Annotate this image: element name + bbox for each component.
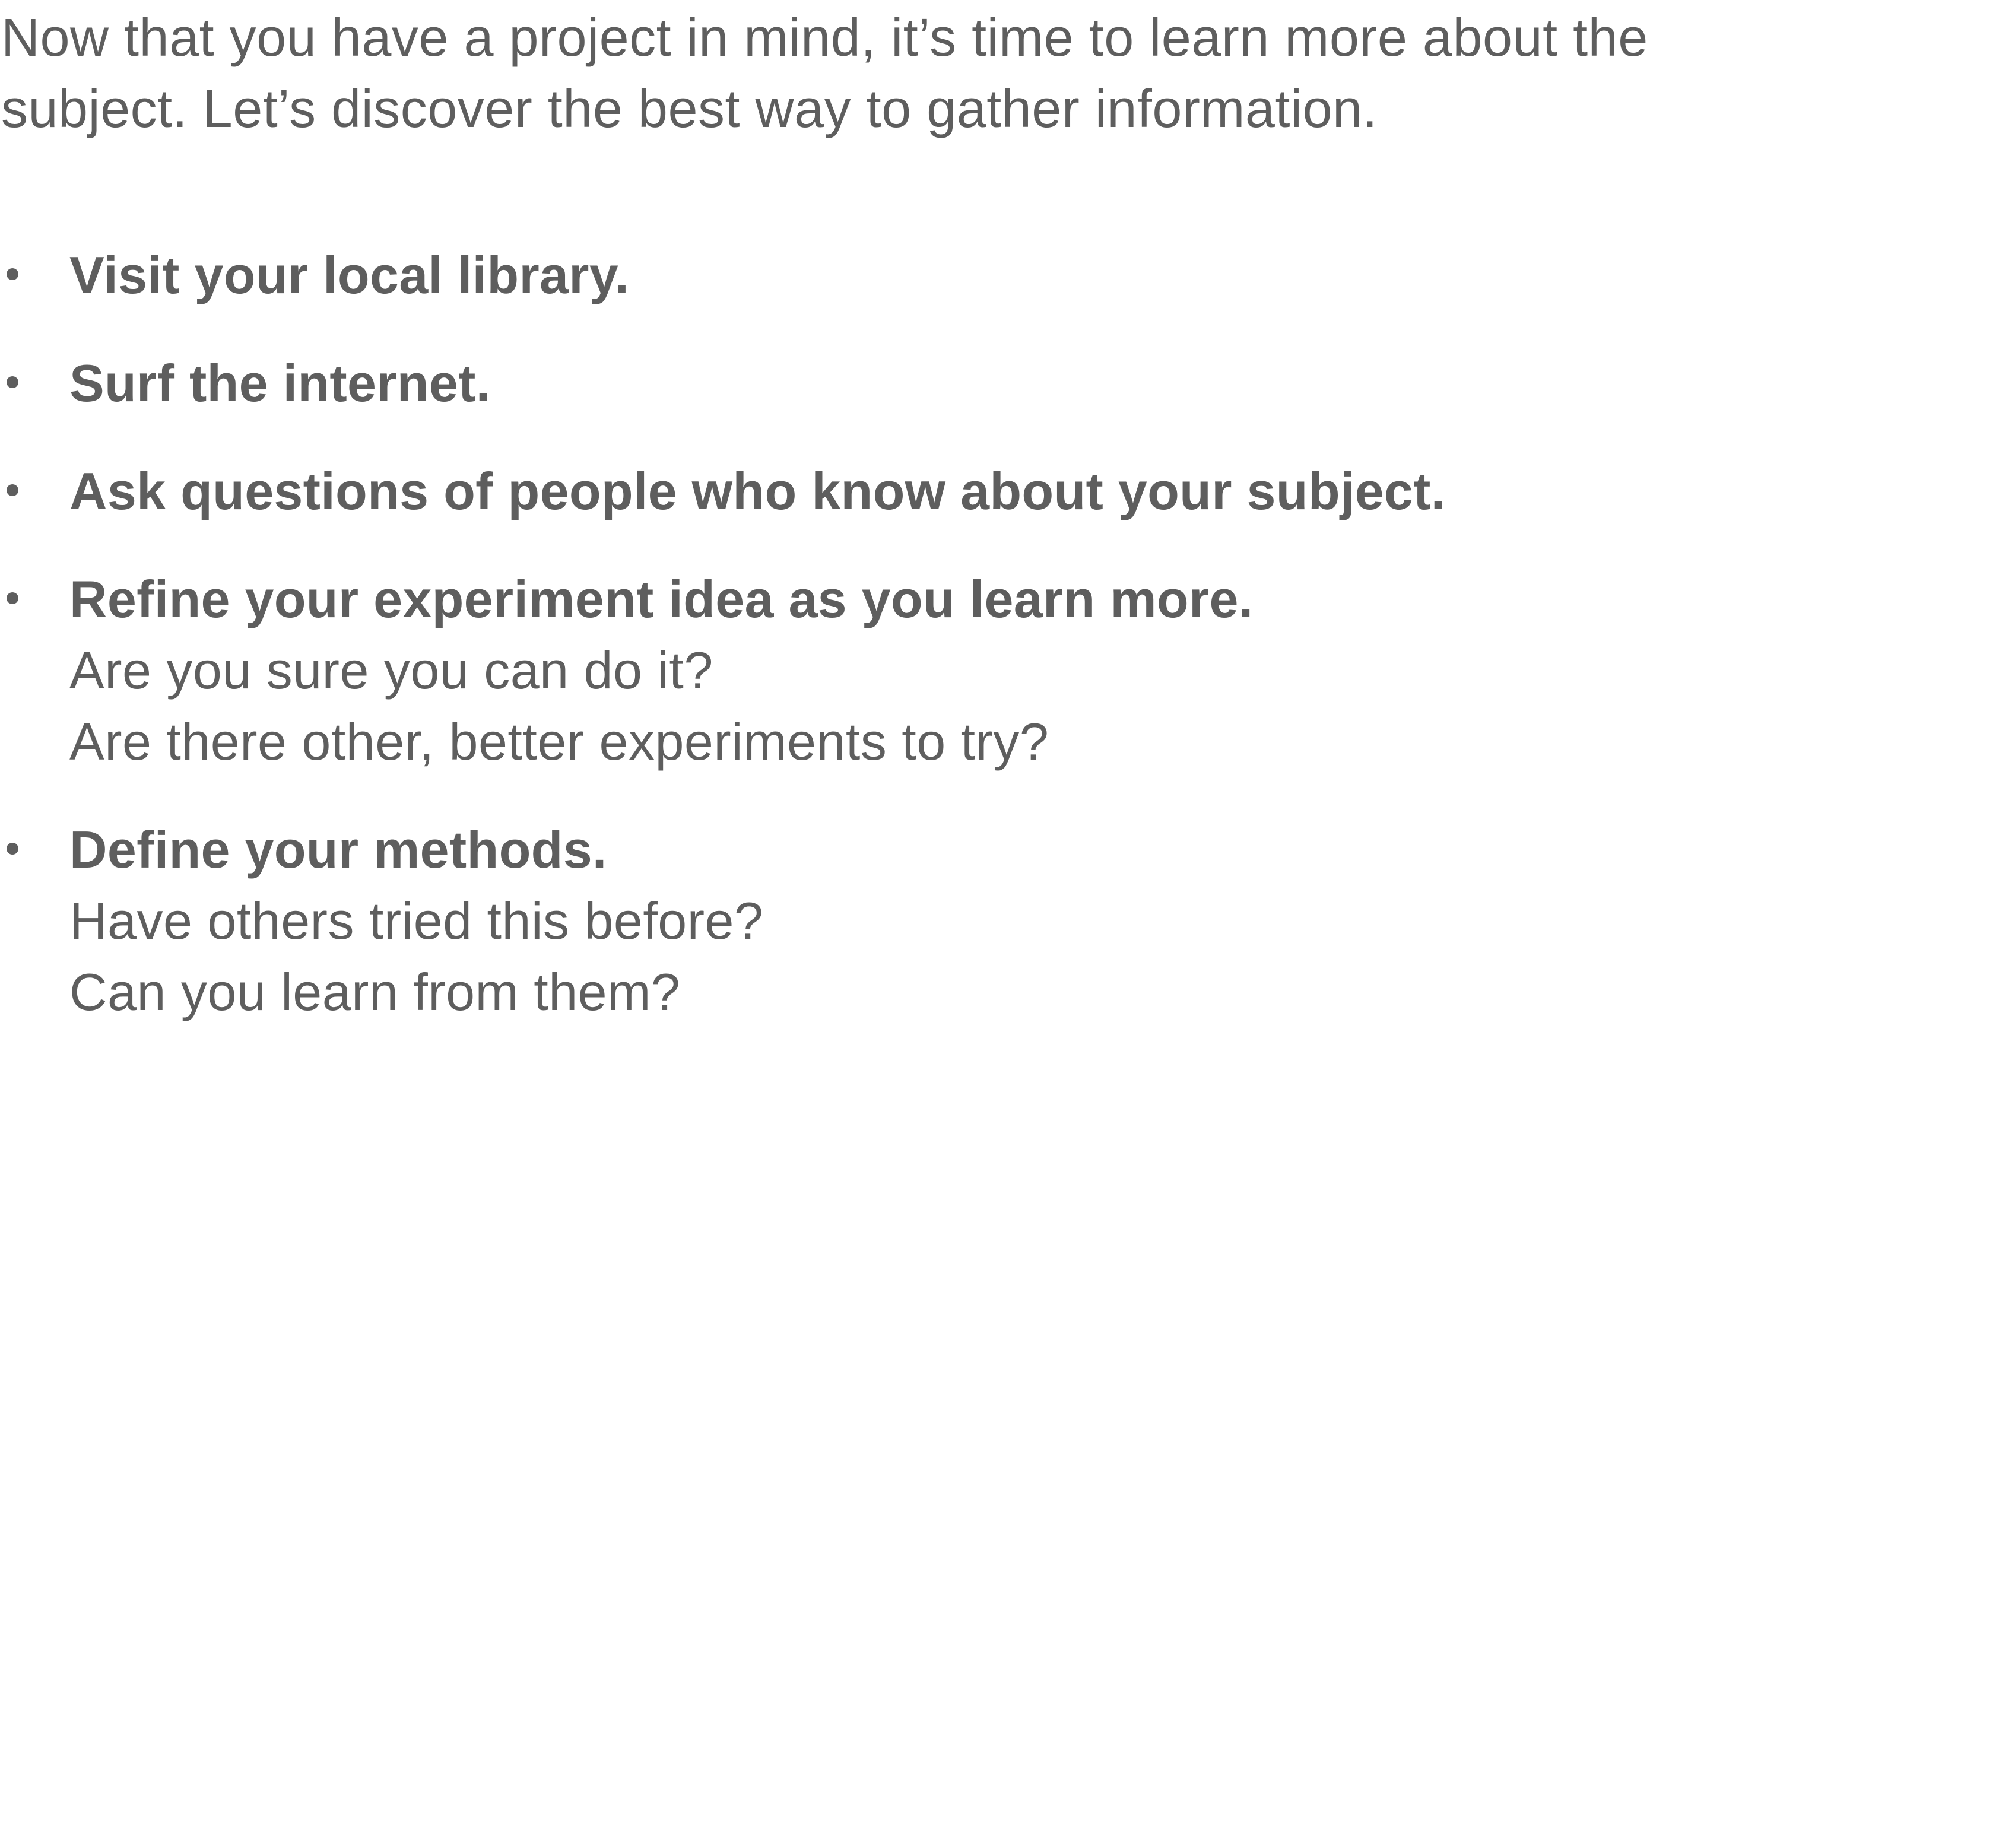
- tip-title: Visit your local library.: [69, 246, 630, 304]
- intro-line-1: Now that you have a project in mind, it’s time to learn more about the: [1, 8, 1648, 68]
- bullet-icon: [7, 268, 18, 280]
- tip-detail-line: Are there other, better experiments to try?: [69, 712, 1049, 771]
- tip-detail-line: Have others tried this before?: [69, 891, 764, 950]
- tip-title: Ask questions of people who know about your subject.: [69, 462, 1446, 520]
- bullet-icon: [7, 484, 18, 496]
- intro-line-2: subject. Let’s discover the best way to gather information.: [1, 80, 1378, 139]
- list-item-visit-library: [0, 240, 1959, 311]
- bullet-icon: [7, 843, 18, 855]
- list-item-refine-idea: [0, 564, 1959, 777]
- intro-paragraph: [1, 2, 1900, 145]
- list-item-define-methods: [0, 814, 1959, 1028]
- bullet-icon: [7, 592, 18, 604]
- tip-detail-line: Can you learn from them?: [69, 963, 681, 1021]
- bullet-icon: [7, 376, 18, 388]
- list-item-ask-questions: [0, 456, 1959, 527]
- list-item-surf-internet: [0, 348, 1959, 419]
- tip-title: Surf the internet.: [69, 354, 491, 412]
- tip-detail-line: Are you sure you can do it?: [69, 641, 713, 700]
- tip-title: Define your methods.: [69, 820, 607, 879]
- tip-title: Refine your experiment idea as you learn more.: [69, 570, 1254, 628]
- tips-list: [0, 240, 1959, 1065]
